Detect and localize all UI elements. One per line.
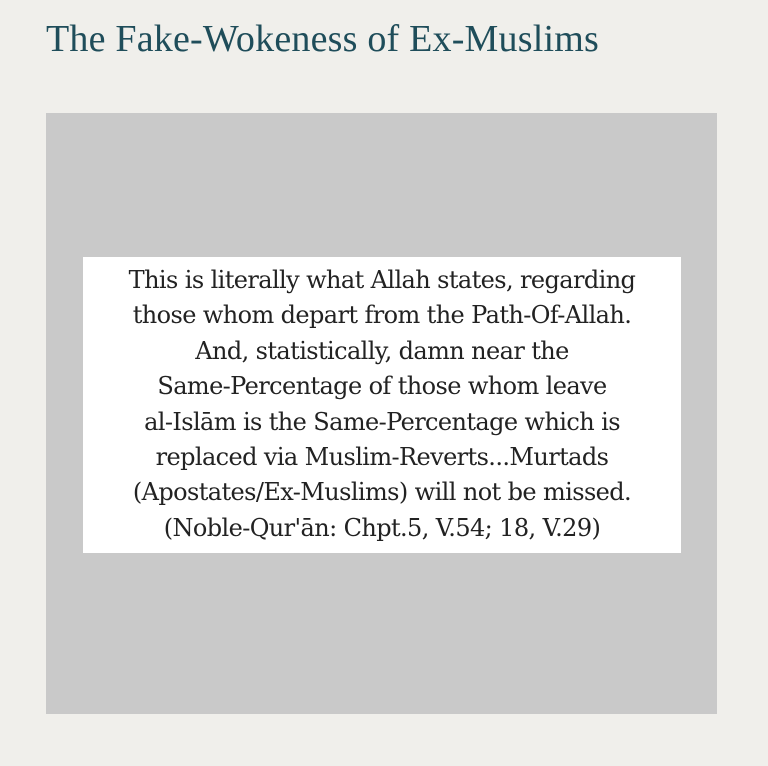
page-title: The Fake-Wokeness of Ex-Muslims (46, 18, 599, 60)
quote-line: (Apostates/Ex-Muslims) will not be missed. (132, 478, 632, 507)
quote-line: And, statistically, damn near the (195, 336, 569, 365)
quote-line: Same-Percentage of those whom leave (157, 372, 607, 401)
quote-card (83, 257, 681, 553)
post-image (46, 113, 717, 714)
quote-line: This is literally what Allah states, regarding (128, 266, 636, 294)
quote-citation: (Noble-Qur'ān: Chpt.5, V.54; 18, V.29) (163, 513, 601, 542)
quote-line: those whom depart from the Path-Of-Allah. (132, 301, 632, 330)
quote-line: al-Islām is the Same-Percentage which is (144, 407, 620, 436)
quote-line: replaced via Muslim-Reverts...Murtads (155, 443, 609, 472)
